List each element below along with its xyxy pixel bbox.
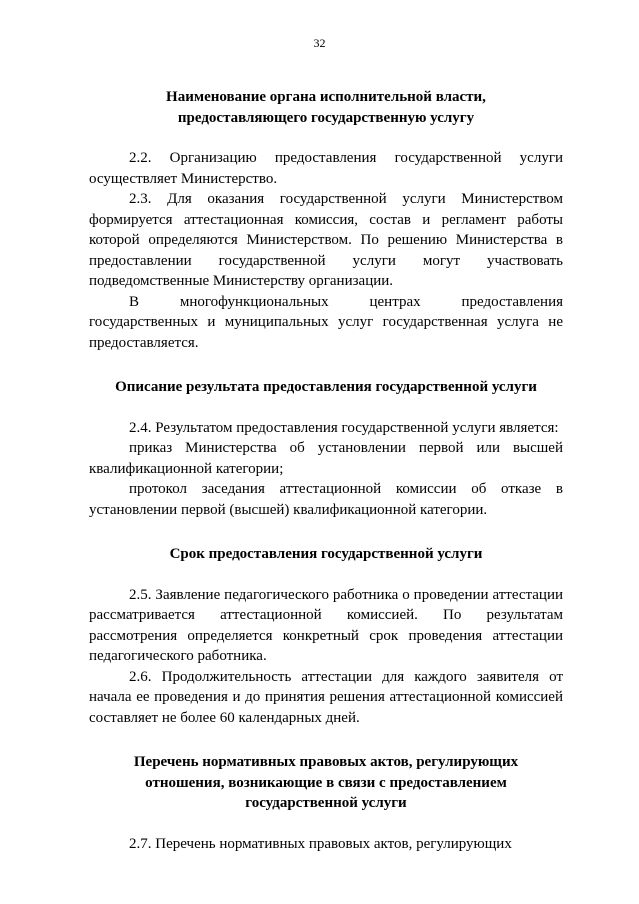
heading-line: предоставляющего государственную услугу: [177, 109, 475, 126]
paragraph: приказ Министерства об установлении первой или высшей квалификационной категории;: [89, 440, 563, 477]
section-heading: [89, 752, 563, 814]
paragraph: В многофункциональных центрах предоставления государственных и муниципальных услуг государственная услуга не предоставляется.: [89, 293, 563, 351]
heading-line: Описание результата предоставления государственной услуги: [115, 379, 537, 395]
heading-line: Наименование органа исполнительной власти,: [166, 89, 486, 105]
section-heading: [89, 377, 563, 398]
section-legal-acts: [89, 752, 563, 854]
paragraph: 2.2. Организацию предоставления государственной услуги осуществляет Министерство.: [89, 150, 563, 187]
page-number: 32: [313, 36, 326, 50]
section-executive-body: [89, 87, 563, 353]
section-service-term: [89, 544, 563, 728]
document-body: [89, 87, 563, 854]
heading-line: Срок предоставления государственной услуги: [169, 546, 483, 562]
heading-line: Перечень нормативных правовых актов, регулирующих: [133, 754, 519, 770]
section-heading: [89, 544, 563, 565]
section-result-description: [89, 377, 563, 520]
paragraph: 2.7. Перечень нормативных правовых актов, регулирующих: [129, 835, 512, 852]
heading-line: отношения, возникающие в связи с предоставлением: [145, 774, 507, 791]
section-heading: [89, 87, 563, 128]
paragraph: 2.4. Результатом предоставления государственной услуги является:: [129, 419, 559, 436]
paragraph: 2.6. Продолжительность аттестации для каждого заявителя от начала ее проведения и до принятия решения аттестационной комиссией составляет не более 60 календарных дней.: [89, 668, 563, 726]
heading-line: государственной услуги: [245, 795, 407, 811]
paragraph: 2.5. Заявление педагогического работника о проведении аттестации рассматривается аттестационной комиссией. По результатам рассмотрения определяется конкретный срок проведения аттестации педагогического работника.: [89, 586, 563, 664]
paragraph: протокол заседания аттестационной комиссии об отказе в установлении первой (высшей) квалификационной категории.: [89, 481, 563, 518]
paragraph: 2.3. Для оказания государственной услуги Министерством формируется аттестационная комиссия, состав и регламент работы которой определяются Министерством. По решению Министерства в предоставлении государственной услуги могут участвовать подведомственные Министерству организации.: [89, 191, 563, 289]
